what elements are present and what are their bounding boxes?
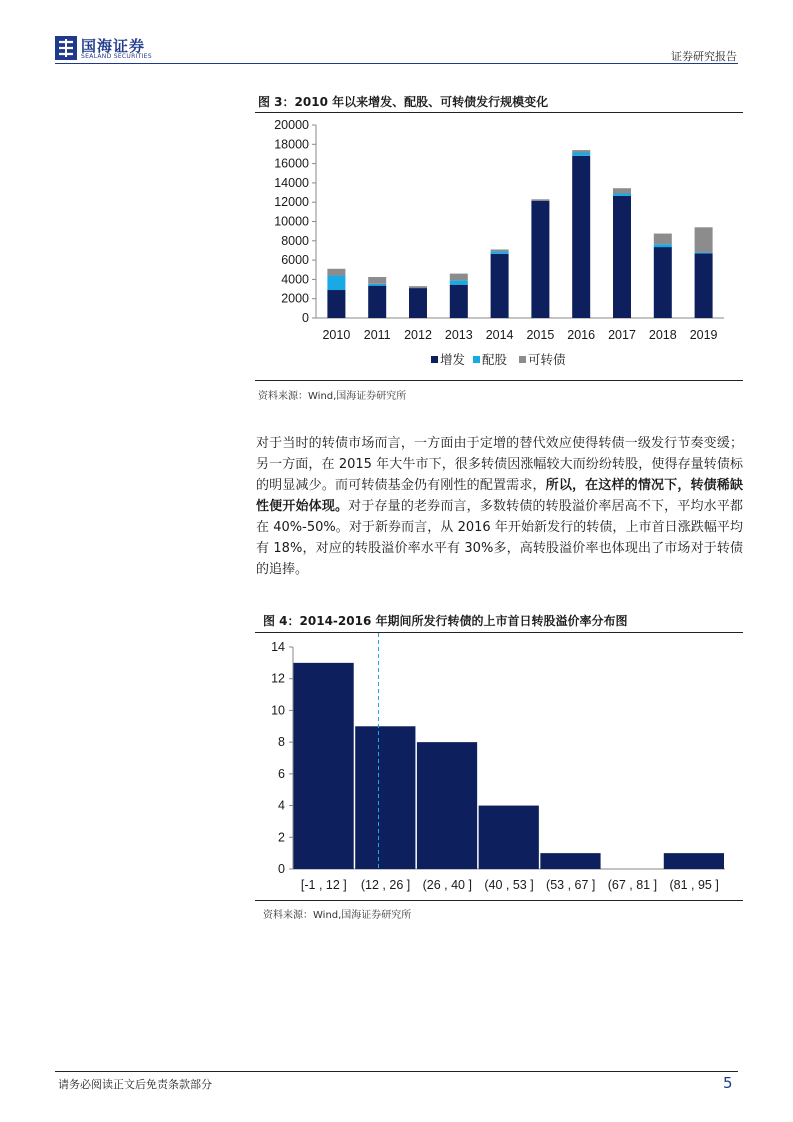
legend-label: 增发 bbox=[440, 353, 466, 367]
x-tick-label: [-1 , 12 ] bbox=[300, 878, 347, 892]
y-tick-label: 0 bbox=[278, 862, 285, 876]
figure3-title: 图 3：2010 年以来增发、配股、可转债发行规模变化 bbox=[258, 95, 549, 109]
page-number: 5 bbox=[723, 1074, 733, 1092]
bar-segment bbox=[450, 285, 468, 318]
bar-segment bbox=[450, 280, 468, 284]
bar-segment bbox=[368, 277, 386, 284]
x-tick-label: 2018 bbox=[648, 328, 677, 342]
bar-segment bbox=[613, 188, 631, 193]
figure3-bottom-rule bbox=[255, 380, 743, 381]
y-tick-label: 6000 bbox=[281, 253, 309, 268]
x-tick-label: (53 , 67 ] bbox=[546, 878, 596, 892]
x-tick-label: 2014 bbox=[485, 328, 514, 342]
y-tick-label: 18000 bbox=[274, 137, 309, 152]
bar-segment bbox=[572, 156, 590, 318]
legend-label: 可转债 bbox=[528, 353, 566, 367]
histogram-bar bbox=[540, 853, 600, 869]
figure4-bottom-rule bbox=[255, 900, 743, 901]
x-tick-label: (40 , 53 ] bbox=[484, 878, 534, 892]
bar-segment bbox=[572, 150, 590, 152]
x-tick-label: 2013 bbox=[444, 328, 473, 342]
legend-swatch bbox=[519, 356, 526, 363]
bar-segment bbox=[695, 252, 713, 253]
bar-segment bbox=[531, 199, 549, 200]
y-tick-label: 12 bbox=[271, 671, 285, 686]
histogram-bar bbox=[479, 806, 539, 869]
x-tick-label: (81 , 95 ] bbox=[669, 878, 719, 892]
y-tick-label: 2 bbox=[278, 830, 285, 845]
x-tick-label: (12 , 26 ] bbox=[360, 878, 411, 892]
bar-segment bbox=[368, 286, 386, 318]
bar-segment bbox=[695, 253, 713, 318]
paragraph-text-2: 对于存量的老券而言，多数转债的转股溢价率居高不下，平均水平都在 40%-50%。对于新券而言，从 2016 年开始新发行的转债，上市首日涨跌幅平均有 18%，对应的转股溢价率水平有 30%多，高转股溢价率也体现出了市场对于转债的追捧。 bbox=[256, 499, 743, 577]
footer-divider bbox=[55, 1071, 738, 1072]
issuance-stacked-bar-chart bbox=[255, 113, 743, 380]
premium-histogram-chart bbox=[255, 633, 743, 900]
x-tick-label: (26 , 40 ] bbox=[422, 878, 472, 892]
y-tick-label: 20000 bbox=[274, 118, 309, 132]
histogram-bar bbox=[294, 663, 354, 869]
x-tick-label: 2019 bbox=[689, 328, 718, 342]
logo-text: 国海证券 bbox=[81, 37, 146, 55]
bar-segment bbox=[327, 290, 345, 318]
logo-subtext: SEALAND SECURITIES bbox=[81, 53, 152, 60]
y-tick-label: 14 bbox=[271, 640, 285, 654]
histogram-bar bbox=[664, 853, 724, 869]
y-tick-label: 14000 bbox=[274, 175, 309, 190]
x-tick-label: 2015 bbox=[526, 328, 555, 342]
bar-segment bbox=[409, 286, 427, 288]
bar-segment bbox=[695, 227, 713, 252]
x-tick-label: 2012 bbox=[404, 328, 432, 342]
y-tick-label: 16000 bbox=[274, 156, 309, 171]
header-divider bbox=[55, 63, 738, 64]
paragraph-text-1: 对于当时的转债市场而言，一方面由于定增的替代效应使得转债一级发行节奏变缓；另一方面，在 2015 年大牛市下，很多转债因涨幅较大而纷纷转股，使得存量转债标的明显减少。而可转债基金仍有刚性的配置需求， bbox=[256, 436, 743, 493]
y-tick-label: 8 bbox=[278, 735, 285, 750]
bar-segment bbox=[327, 269, 345, 276]
figure4-source: 资料来源：Wind,国海证券研究所 bbox=[263, 910, 412, 921]
y-tick-label: 12000 bbox=[274, 195, 309, 210]
bar-segment bbox=[327, 276, 345, 290]
bar-segment bbox=[531, 201, 549, 318]
bar-segment bbox=[491, 249, 509, 251]
bar-segment bbox=[491, 254, 509, 318]
paragraph-bold-text: 所以，在这样的情况下，转债稀缺性便开始体现。 bbox=[256, 478, 743, 514]
y-tick-label: 2000 bbox=[281, 291, 309, 306]
legend-label: 配股 bbox=[482, 353, 508, 367]
bar-segment bbox=[491, 251, 509, 253]
legend-swatch bbox=[431, 356, 438, 363]
bar-segment bbox=[613, 194, 631, 196]
x-tick-label: (67 , 81 ] bbox=[607, 878, 658, 892]
bar-segment bbox=[654, 247, 672, 318]
sealand-logo-icon bbox=[55, 36, 77, 60]
report-type: 证券研究报告 bbox=[671, 50, 737, 63]
bar-segment bbox=[450, 274, 468, 281]
y-tick-label: 10000 bbox=[274, 214, 309, 229]
x-tick-label: 2017 bbox=[608, 328, 636, 342]
bar-segment bbox=[654, 244, 672, 247]
bar-segment bbox=[613, 196, 631, 318]
figure4-title: 图 4：2014-2016 年期间所发行转债的上市首日转股溢价率分布图 bbox=[263, 614, 628, 628]
y-tick-label: 4000 bbox=[281, 272, 309, 287]
y-tick-label: 4 bbox=[278, 798, 285, 813]
x-tick-label: 2011 bbox=[363, 328, 391, 342]
histogram-bar bbox=[417, 742, 477, 869]
legend-swatch bbox=[473, 356, 480, 363]
histogram-bar bbox=[355, 726, 415, 869]
y-tick-label: 6 bbox=[278, 766, 285, 781]
y-tick-label: 10 bbox=[271, 703, 285, 718]
x-tick-label: 2016 bbox=[567, 328, 596, 342]
bar-segment bbox=[368, 284, 386, 286]
bar-segment bbox=[572, 153, 590, 156]
x-tick-label: 2010 bbox=[322, 328, 351, 342]
y-tick-label: 0 bbox=[302, 311, 309, 325]
figure3-source: 资料来源：Wind,国海证券研究所 bbox=[258, 391, 407, 402]
footer-disclaimer: 请务必阅读正文后免责条款部分 bbox=[58, 1078, 212, 1091]
body-paragraph bbox=[256, 433, 743, 580]
y-tick-label: 8000 bbox=[281, 233, 309, 248]
bar-segment bbox=[409, 288, 427, 318]
bar-segment bbox=[654, 234, 672, 245]
